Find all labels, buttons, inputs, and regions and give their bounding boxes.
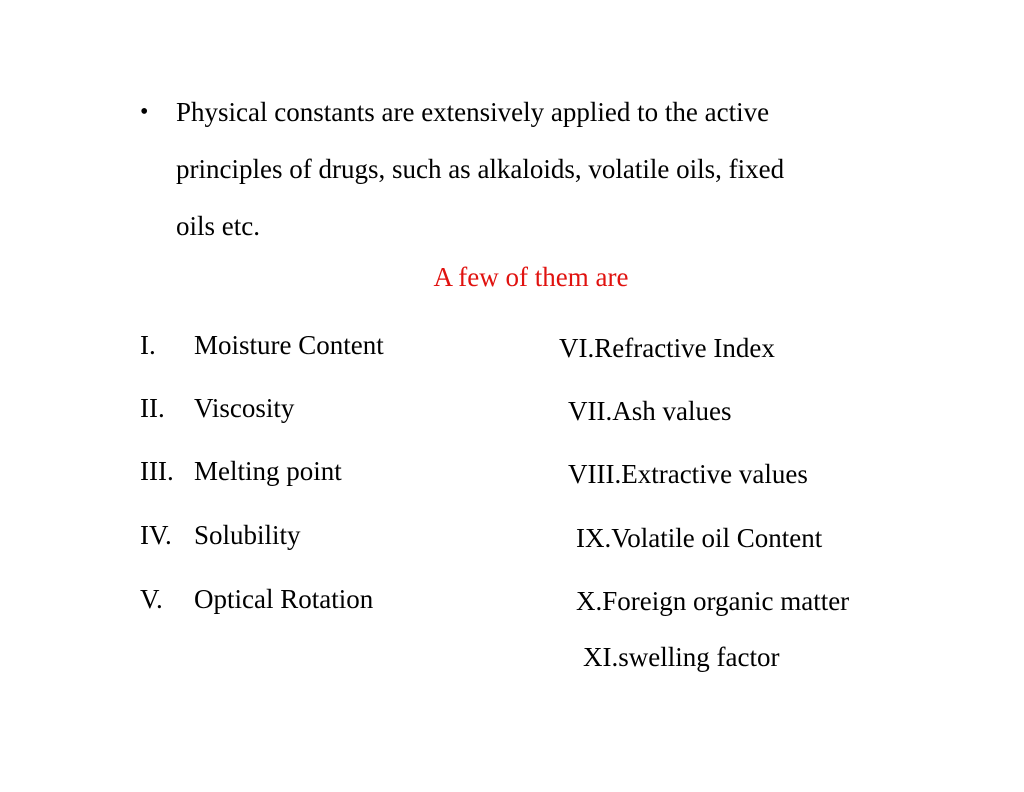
list-numeral: IV. (140, 520, 172, 550)
bullet-icon: • (140, 99, 149, 125)
right-list-item-6: VI.Refractive Index (559, 333, 775, 363)
bullet-text-line: oils etc. (176, 211, 260, 241)
list-item-label: Viscosity (194, 393, 295, 423)
right-list-item-8: VIII.Extractive values (568, 459, 808, 489)
list-item-label: Solubility (194, 520, 301, 550)
right-list-item-7: VII.Ash values (568, 396, 732, 426)
right-list-item-9: IX.Volatile oil Content (576, 523, 823, 553)
bullet-text-line: principles of drugs, such as alkaloids, volatile oils, fixed (176, 154, 785, 184)
bullet-line-1 (140, 84, 900, 141)
bullet-text-line: Physical constants are extensively applied to the active (176, 97, 770, 127)
bullet-line-2 (140, 141, 900, 198)
list-numeral: III. (140, 456, 174, 486)
subheading: A few of them are (433, 262, 629, 292)
list-item-label: Moisture Content (194, 330, 384, 360)
list-item-label: Melting point (194, 456, 342, 486)
bullet-line-3 (140, 198, 900, 255)
list-item-label: Optical Rotation (194, 584, 374, 614)
list-numeral: I. (140, 330, 156, 360)
list-numeral: II. (140, 393, 165, 423)
bullet-paragraph (140, 84, 900, 255)
right-list-item-11: XI.swelling factor (583, 642, 780, 672)
right-list-item-10: X.Foreign organic matter (576, 586, 850, 616)
list-numeral: V. (140, 584, 163, 614)
